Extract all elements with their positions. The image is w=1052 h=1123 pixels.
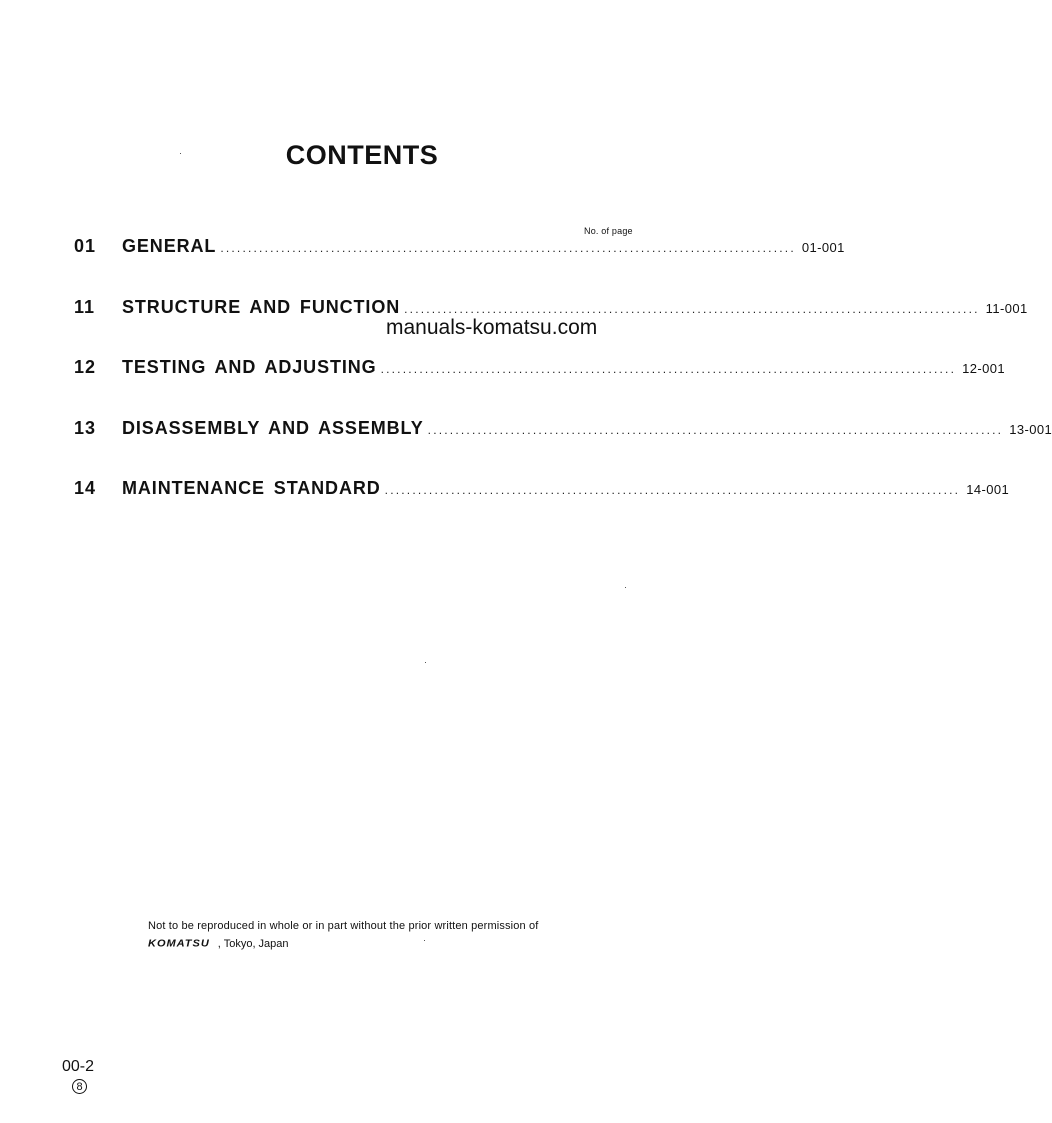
leader-dots: ........................................................................................................ [380,362,957,376]
leader-dots: ........................................................................................................ [384,483,961,497]
leader-dots: ........................................................................................................ [404,302,980,316]
toc-entry-disassembly-and-assembly[interactable] [74,418,1052,442]
no-of-page-header: No. of page [584,226,633,236]
section-page: 14-001 [966,482,1010,497]
section-title: GENERAL [122,236,217,256]
scan-speck [425,662,426,663]
section-title: DISASSEMBLY AND ASSEMBLY [122,418,424,438]
scan-speck [180,153,181,154]
section-number: 13 [74,418,97,438]
section-number: 11 [74,297,96,317]
page-title: CONTENTS [285,140,439,170]
leader-dots: ........................................................................................................ [427,423,1004,437]
leader-dots: ........................................................................................................ [220,241,796,255]
toc-entry-testing-and-adjusting[interactable] [74,357,1006,381]
section-title: STRUCTURE AND FUNCTION [122,297,401,317]
scan-speck [424,940,425,941]
section-page: 11-001 [985,301,1028,316]
section-title: TESTING AND ADJUSTING [122,357,377,377]
section-title: MAINTENANCE STANDARD [122,478,381,498]
section-page: 01-001 [801,240,845,255]
section-page: 12-001 [962,361,1006,376]
revision-mark: 8 [72,1079,87,1094]
section-number: 12 [74,357,97,377]
company-line [148,938,289,950]
komatsu-logo: KOMATSU [148,938,210,950]
page-number: 00-2 [62,1058,95,1075]
toc-entry-general[interactable] [74,236,845,260]
scan-speck [625,587,626,588]
toc-entry-maintenance-standard[interactable] [74,478,1010,502]
company-location: , Tokyo, Japan [217,938,289,950]
watermark-text: manuals-komatsu.com [386,316,598,339]
section-number: 01 [74,236,97,256]
section-number: 14 [74,478,97,498]
copyright-notice: Not to be reproduced in whole or in part without the prior written permission of [148,920,539,932]
section-page: 13-001 [1009,422,1052,437]
